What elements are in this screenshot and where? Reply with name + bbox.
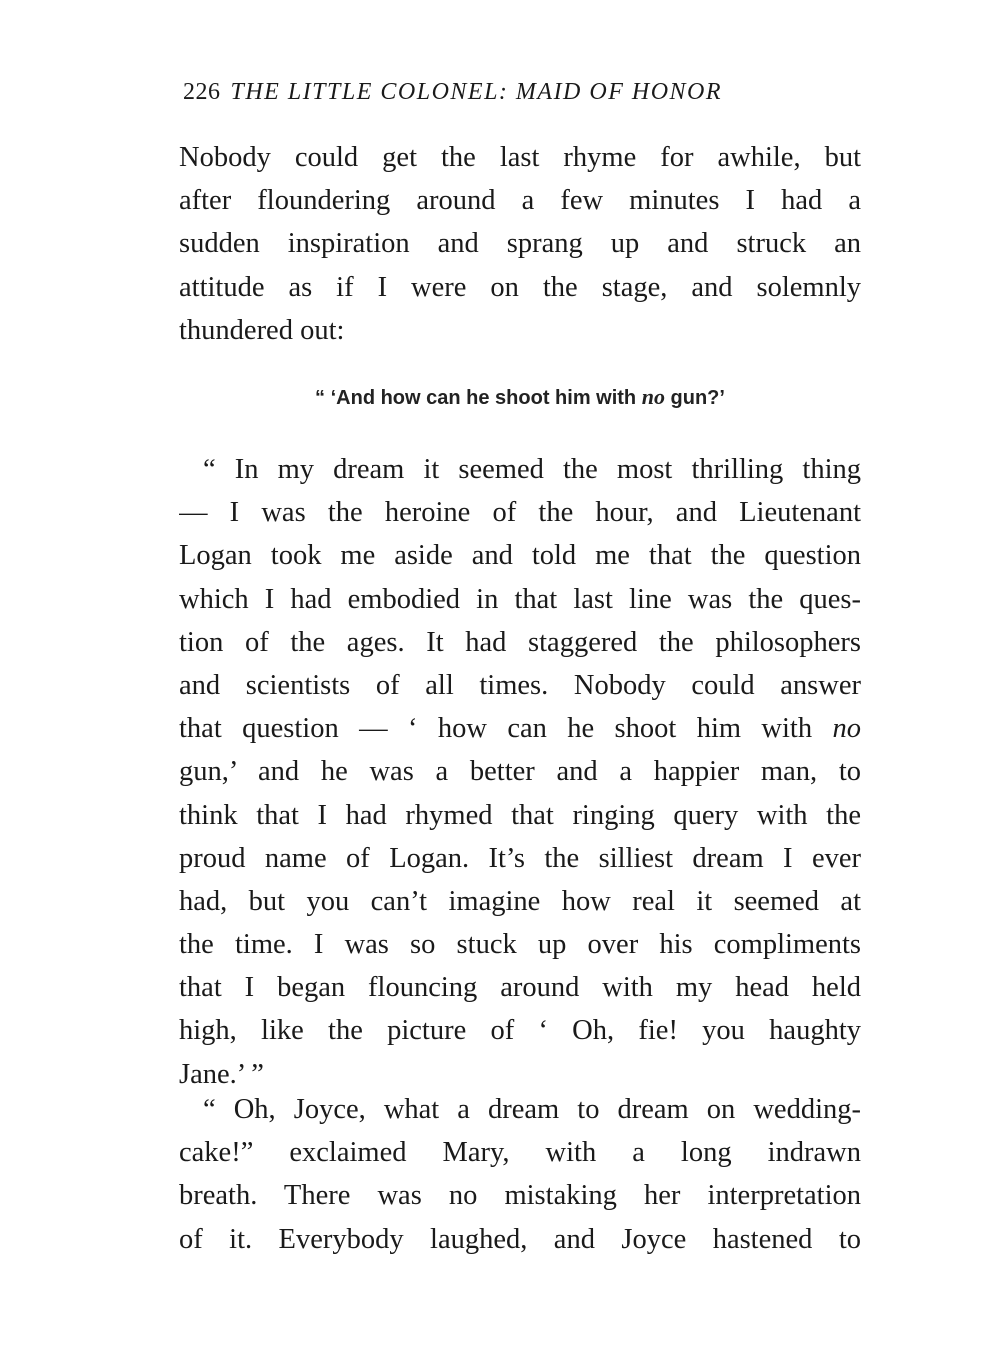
book-title: THE LITTLE COLONEL: MAID OF HONOR [230, 79, 723, 105]
text-line: proud name of Logan. It’s the silliest dream I ever [179, 842, 861, 874]
verse-text-end: gun?’ [664, 387, 725, 409]
paragraph-dream [179, 448, 861, 1096]
running-head [183, 76, 863, 108]
text-line: “ Oh, Joyce, what a dream to dream on wedding- [203, 1094, 861, 1125]
text-line: think that I had rhymed that ringing query with the [179, 799, 861, 831]
text-line: had, but you can’t imagine how real it seemed at [179, 885, 861, 917]
text-line: Nobody could get the last rhyme for awhile, but [179, 142, 861, 173]
text-line: Logan took me aside and told me that the question [179, 540, 861, 572]
verse-emphasis: no [641, 384, 665, 409]
verse-text: “ ‘And how can he shoot him with [315, 387, 642, 409]
page-number: 226 [183, 79, 221, 105]
paragraph-nobody-could-get [179, 136, 861, 352]
text-line-with-emphasis [179, 707, 861, 750]
text-line: sudden inspiration and sprang up and struck an [179, 228, 861, 260]
text-line: “ In my dream it seemed the most thrilling thing [203, 454, 861, 485]
text-line: Jane.’ ” [179, 1058, 264, 1090]
emphasis-word: no [832, 713, 861, 745]
text-line: tion of the ages. It had staggered the philosophers [179, 626, 861, 658]
text-line: and scientists of all times. Nobody could answer [179, 669, 861, 701]
text-line: after floundering around a few minutes I had a [179, 185, 861, 217]
text-line: the time. I was so stuck up over his compliments [179, 929, 861, 961]
text-line: high, like the picture of ‘ Oh, fie! you haughty [179, 1015, 861, 1047]
text-line: that I began flouncing around with my head held [179, 972, 861, 1004]
text-line: of it. Everybody laughed, and Joyce hastened to [179, 1223, 861, 1255]
text-line: cake!” exclaimed Mary, with a long indrawn [179, 1137, 861, 1169]
text-line: thundered out: [179, 314, 345, 346]
quoted-verse-line [0, 382, 1000, 413]
text-line: attitude as if I were on the stage, and solemnly [179, 271, 861, 303]
text-line: breath. There was no mistaking her interpretation [179, 1180, 861, 1212]
text-line: gun,’ and he was a better and a happier man, to [179, 756, 861, 788]
text-line: — I was the heroine of the hour, and Lieutenant [179, 497, 861, 529]
text-line: which I had embodied in that last line was the ques- [179, 583, 861, 615]
text-line-part: that question — ‘ how can he shoot him with [179, 713, 833, 745]
paragraph-oh-joyce [179, 1088, 861, 1261]
